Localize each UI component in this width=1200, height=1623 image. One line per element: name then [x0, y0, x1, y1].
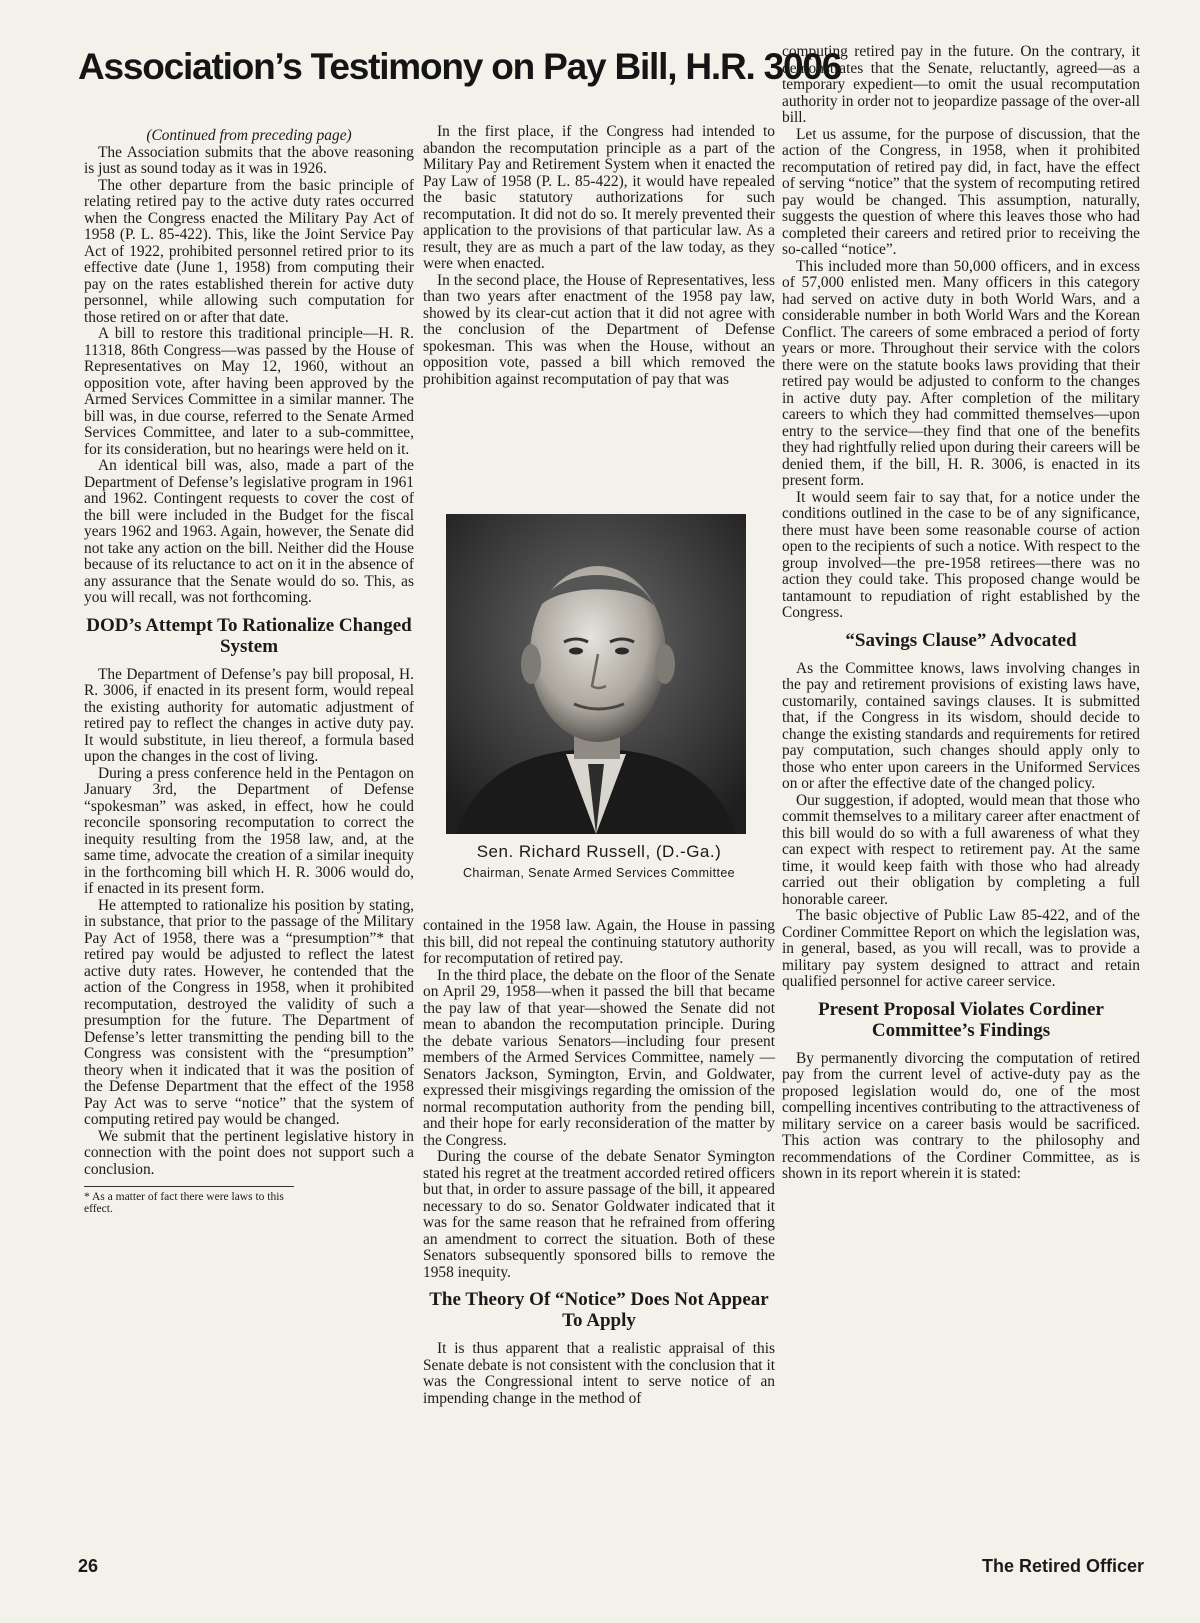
paragraph: This included more than 50,000 officers, and in excess of 57,000 enlisted men. Many officers in this category had served on active duty in both World Wars, and a considerable number in both World Wars and the Korean Conflict. The careers of some embraced a period of forty years or more. Throughout their service with the colors there were on the statute books laws providing that their retired pay would be adjusted to conform to the changes in active duty pay. After completion of the military careers to which they had committed themselves—upon entry to the service—they find that one of the benefits they had rightfully relied upon during their careers will be denied them, if the bill, H. R. 3006, is enacted in its present form.	[782, 257, 1140, 489]
paragraph: An identical bill was, also, made a part of the Department of Defense’s legislative program in 1961 and 1962. Contingent requests to cover the cost of the bill were included in the Budget for the fiscal years 1962 and 1963. Again, however, the Senate did not take any action on the bill. Neither did the House because of its reluctance to act on it in the absence of any assurance that the Senate would do so. This, as you will recall, was not forthcoming.	[84, 457, 414, 606]
paragraph: The basic objective of Public Law 85-422, and of the Cordiner Committee Report on which the legislation was, in general, based, as you will recall, was to provide a military pay system designed to attract and retain qualified personnel for active career service.	[782, 907, 1140, 990]
section-heading: Present Proposal Violates Cordiner Committee’s Findings	[818, 998, 1104, 1041]
paragraph: We submit that the pertinent legislative history in connection with the point does not support such a conclusion.	[84, 1127, 414, 1178]
paragraph: It is thus apparent that a realistic appraisal of this Senate debate is not consistent with the conclusion that it was the Congressional intent to serve notice of an impending change in the method of	[423, 1340, 775, 1407]
column-3	[782, 44, 1140, 1183]
paragraph: In the first place, if the Congress had intended to abandon the recomputation principle as a part of the Military Pay and Retirement System when it enacted the Pay Law of 1958 (P. L. 85-422), it would have repealed the basic statutory authorizations for such recomputation. It did not do so. It merely prevented their application to the provisions of that particular law. As a result, they are as much a part of the law today, as they were when enacted.	[423, 123, 775, 272]
section-heading: “Savings Clause” Advocated	[845, 629, 1077, 651]
paragraph: During the course of the debate Senator Symington stated his regret at the treatment accorded retired officers but that, in order to assure passage of the bill, it appeared necessary to do so. Senator Goldwater indicated that it was for the same reason that he refrained from offering an amendment to correct the situation. Both of these Senators subsequently sponsored bills to remove the 1958 inequity.	[423, 1148, 775, 1281]
section-heading: The Theory Of “Notice” Does Not Appear To Apply	[429, 1289, 769, 1331]
section-heading: DOD’s Attempt To Rationalize Changed System	[86, 614, 412, 657]
paragraph: contained in the 1958 law. Again, the House in passing this bill, did not repeal the continuing statutory authority for recomputation of retired pay.	[423, 917, 775, 967]
paragraph: In the second place, the House of Representatives, less than two years after enactment of the 1958 pay law, showed by its clear-cut action that it did not agree with the conclusion of the Department of Defense spokesman. This was when the House, without an opposition vote, passed a bill which removed the prohibition against recomputation of pay that was	[423, 271, 775, 388]
photo-caption-name: Sen. Richard Russell, (D.-Ga.)	[476, 842, 722, 861]
paragraph: The Department of Defense’s pay bill proposal, H. R. 3006, if enacted in its present form, would repeal the existing authority for automatic adjustment of retired pay to reflect the changes in active duty pay. It would substitute, in lieu thereof, a formula based upon the changes in the cost of living.	[84, 665, 414, 765]
footnote-line: effect.	[84, 1203, 113, 1215]
portrait-image	[446, 514, 746, 834]
paragraph: By permanently divorcing the computation of retired pay from the current level of active-duty pay as the proposed legislation would do, one of the most compelling incentives contributing to the attractiveness of military service on a career basis would be sacrificed. This action was contrary to the philosophy and recommendations of the Cordiner Committee, as is shown in its report wherein it is stated:	[782, 1049, 1140, 1182]
paragraph: He attempted to rationalize his position by stating, in substance, that prior to the passage of the Military Pay Act of 1958, there was a “presumption”* that retired pay would be adjusted to reflect the latest active duty rates. However, he contended that the action of the Congress in 1958, when it prohibited recomputation, destroyed the validity of such a presumption for the future. The Department of Defense’s letter transmitting the pending bill to the Congress was consistent with the “presumption” theory when it indicated that it was the position of the Defense Department that the effect of the 1958 Pay Act was to serve “notice” that the system of computing retired pay would be changed.	[84, 896, 414, 1128]
photo-caption-role: Chairman, Senate Armed Services Committee	[462, 866, 736, 880]
continued-note: (Continued from preceding page)	[146, 127, 352, 144]
footnote-line: * As a matter of fact there were laws to this	[84, 1191, 284, 1203]
paragraph: It would seem fair to say that, for a notice under the conditions outlined in the case to be of any significance, there must have been some reasonable course of action open to the recipients of such a notice. With respect to the group involved—the pre-1958 retirees—there was no action they could take. This proposed change would be tantamount to repudiation of right established by the Congress.	[782, 488, 1140, 621]
column-2-top	[423, 124, 775, 388]
column-1	[84, 128, 414, 1215]
paragraph: computing retired pay in the future. On the contrary, it demonstrates that the Senate, reluctantly, agreed—as a temporary expedient—to omit the usual recomputation authority in order not to jeopardize passage of the over-all bill.	[782, 43, 1140, 126]
magazine-name: The Retired Officer	[981, 1556, 1144, 1576]
paragraph: Let us assume, for the purpose of discussion, that the action of the Congress, in 1958, when it prohibited recomputation of retired pay did, in fact, have the effect of serving “notice” that the system of recomputing retired pay would be changed. This assumption, naturally, suggests the question of where this leaves those who had completed their careers and retired prior to receiving the so-called “notice”.	[782, 125, 1140, 258]
paragraph: In the third place, the debate on the floor of the Senate on April 29, 1958—when it passed the bill that became the pay law of that year—showed the Senate did not mean to abandon the recomputation principle. During the debate various Senators—including four present members of the Armed Services Committee, namely —Senators Jackson, Symington, Ervin, and Goldwater, expressed their misgivings regarding the omission of the normal recomputation authority from the pending bill, and their hope for early reconsideration of the matter by the Congress.	[423, 966, 775, 1149]
column-2-bottom	[423, 918, 775, 1407]
page-number: 26	[78, 1556, 99, 1576]
paragraph: As the Committee knows, laws involving changes in the pay and retirement provisions of existing laws have, customarily, contained savings clauses. It is submitted that, if the Congress in its wisdom, should decide to change the existing standards and requirements for retired pay computation, such changes should apply only to those who enter upon careers in the Uniformed Services on or after the effective date of the changed policy.	[782, 659, 1140, 792]
senator-portrait-photo	[446, 514, 746, 834]
article-title: Association’s Testimony on Pay Bill, H.R. 3006	[78, 46, 842, 87]
paragraph: Our suggestion, if adopted, would mean that those who commit themselves to a military career after enactment of this bill would do so with a full awareness of what they can expect with respect to retirement pay. At the same time, it would keep faith with those who had already carried out their obligation by completing a full honorable career.	[782, 791, 1140, 908]
paragraph: The Association submits that the above reasoning is just as sound today as it was in 1926.	[84, 143, 414, 177]
paragraph: During a press conference held in the Pentagon on January 3rd, the Department of Defense “spokesman” was asked, in effect, how he could reconcile sponsoring recomputation to correct the inequity resulting from the 1958 law, and, at the same time, advocate the creation of a similar inequity in the forthcoming bill which H. R. 3006 would do, if enacted in its present form.	[84, 764, 414, 897]
paragraph: The other departure from the basic principle of relating retired pay to the active duty rates occurred when the Congress enacted the Military Pay Act of 1958 (P. L. 85-422). This, like the Joint Service Pay Act of 1922, prohibited personnel retired prior to its effective date (June 1, 1958) from computing their pay on the rates established therein for active duty personnel, while allowing such computation for those retired on or after that date.	[84, 176, 414, 326]
footnote	[84, 1186, 294, 1215]
paragraph: A bill to restore this traditional principle—H. R. 11318, 86th Congress—was passed by the House of Representatives on May 12, 1960, without an opposition vote, after having been approved by the Armed Services Committee in a similar manner. The bill was, in due course, referred to the Senate Armed Services Committee, and later to a sub-committee, for its consideration, but no hearings were held on it.	[84, 325, 414, 458]
